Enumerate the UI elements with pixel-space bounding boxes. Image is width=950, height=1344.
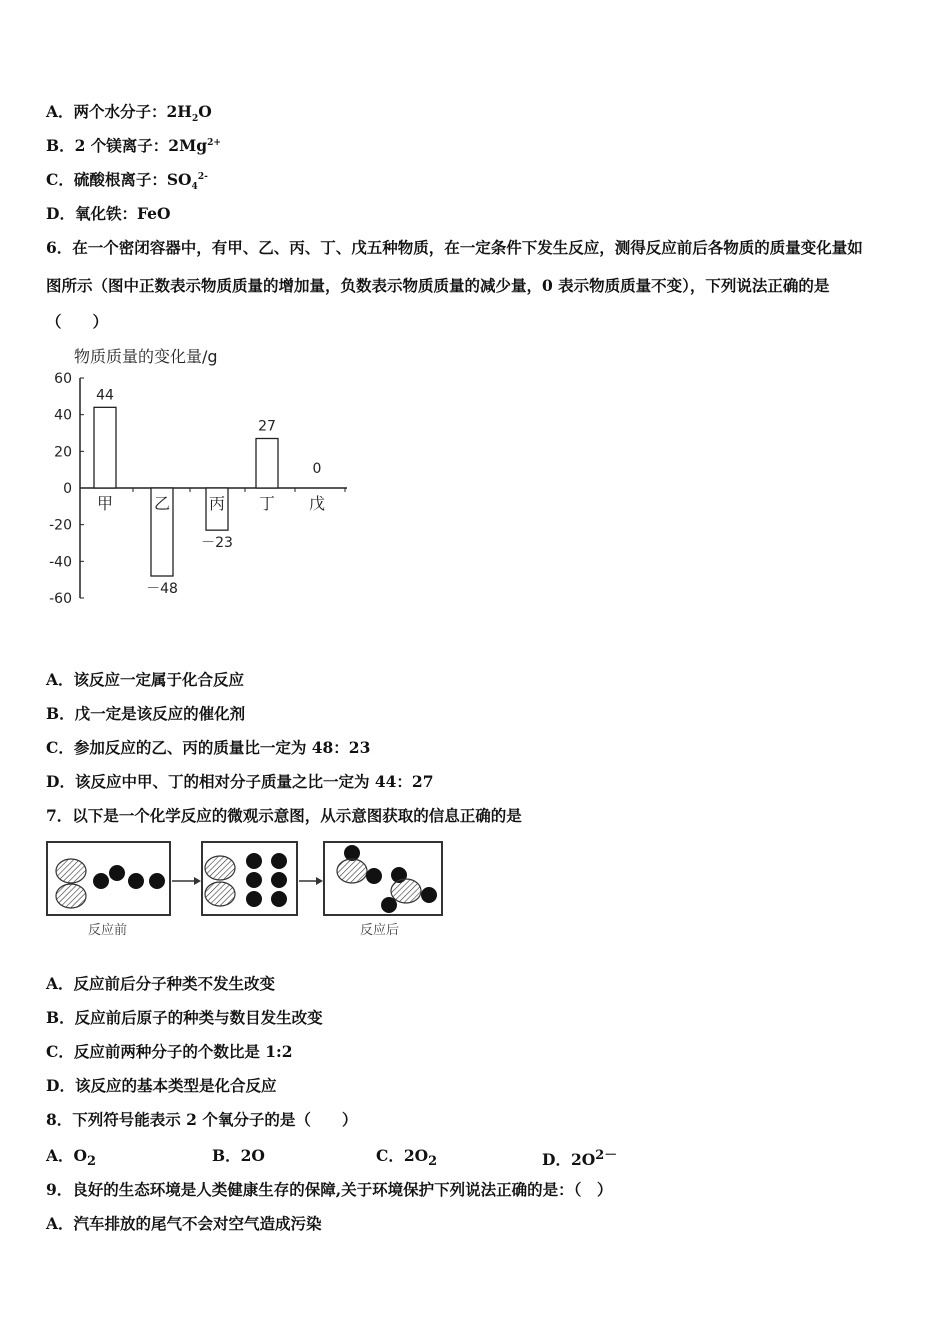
q7-option-c: C．反应前两种分子的个数比是 1:2 bbox=[46, 1042, 293, 1061]
category-label: 甲 bbox=[96, 494, 114, 513]
hatched-atom bbox=[337, 859, 367, 883]
value-label: －23 bbox=[201, 535, 233, 552]
category-label: 丁 bbox=[258, 494, 276, 513]
black-atom bbox=[421, 887, 437, 903]
label-after: 反应后 bbox=[360, 923, 400, 938]
q6-stem-line3: （ ） bbox=[46, 312, 109, 331]
black-atom bbox=[271, 853, 287, 869]
y-tick-label: 40 bbox=[54, 407, 72, 424]
q6-option-a: A．该反应一定属于化合反应 bbox=[46, 670, 245, 689]
value-label: 44 bbox=[96, 387, 114, 404]
label-before: 反应前 bbox=[88, 923, 128, 938]
category-label: 丙 bbox=[208, 494, 226, 513]
q8-option-a: A．$O_2$ bbox=[46, 1146, 97, 1170]
black-atom bbox=[381, 897, 397, 913]
hatched-atom bbox=[205, 856, 235, 880]
y-tick-label: 20 bbox=[54, 444, 72, 461]
black-atom bbox=[246, 853, 262, 869]
q7-stem: 7．以下是一个化学反应的微观示意图，从示意图获取的信息正确的是 bbox=[46, 806, 522, 825]
y-tick-label: -40 bbox=[49, 554, 72, 571]
category-label: 乙 bbox=[153, 494, 171, 513]
bar bbox=[94, 407, 116, 488]
q9-stem: 9．良好的生态环境是人类健康生存的保障,关于环境保护下列说法正确的是：（ ） bbox=[46, 1180, 613, 1199]
black-atom bbox=[109, 865, 125, 881]
black-atom bbox=[246, 891, 262, 907]
q7-option-b: B．反应前后原子的种类与数目发生改变 bbox=[46, 1008, 323, 1027]
black-atom bbox=[271, 891, 287, 907]
black-atom bbox=[93, 873, 109, 889]
q6-stem-line2: 图所示（图中正数表示物质质量的增加量，负数表示物质质量的减少量，0 表示物质质量不变），下列说法正确的是 bbox=[46, 276, 830, 295]
reaction-micro-diagram bbox=[44, 838, 454, 940]
y-tick-label: 0 bbox=[63, 481, 72, 497]
q6-option-d: D．该反应中甲、丁的相对分子质量之比一定为 44：27 bbox=[46, 772, 434, 791]
black-atom bbox=[366, 868, 382, 884]
black-atom bbox=[271, 872, 287, 888]
hatched-atom bbox=[56, 859, 86, 883]
chart-title: 物质质量的变化量/g bbox=[74, 347, 218, 366]
category-label: 戊 bbox=[308, 494, 326, 513]
q5-option-d: D．氧化铁：FeO bbox=[46, 204, 171, 223]
black-atom bbox=[128, 873, 144, 889]
black-atom bbox=[149, 873, 165, 889]
q7-option-a: A．反应前后分子种类不发生改变 bbox=[46, 974, 276, 993]
q5-option-a: A．两个水分子：$2H_2O$ bbox=[46, 102, 212, 125]
arrow-head bbox=[194, 877, 201, 885]
hatched-atom bbox=[391, 879, 421, 903]
q5-option-b: B．2 个镁离子：$2Mg^{2+}$ bbox=[46, 136, 221, 155]
q6-stem-line1: 6．在一个密闭容器中，有甲、乙、丙、丁、戊五种物质，在一定条件下发生反应，测得反应前后各物质的质量变化量如 bbox=[46, 238, 863, 257]
q6-option-b: B．戊一定是该反应的催化剂 bbox=[46, 704, 246, 723]
arrow-head bbox=[316, 877, 323, 885]
q6-option-c: C．参加反应的乙、丙的质量比一定为 48：23 bbox=[46, 738, 371, 757]
bar bbox=[256, 439, 278, 489]
q7-option-d: D．该反应的基本类型是化合反应 bbox=[46, 1076, 277, 1095]
hatched-atom bbox=[56, 884, 86, 908]
y-tick-label: -20 bbox=[49, 517, 72, 534]
q5-option-c: C．硫酸根离子：$SO_4^{2-}$ bbox=[46, 170, 208, 193]
value-label: 27 bbox=[258, 418, 276, 435]
y-tick-label: -60 bbox=[49, 591, 72, 607]
value-label: 0 bbox=[312, 461, 322, 477]
mass-change-bar-chart bbox=[40, 340, 370, 615]
q8-option-b: B．2O bbox=[212, 1146, 265, 1165]
q9-option-a: A．汽车排放的尾气不会对空气造成污染 bbox=[46, 1214, 322, 1233]
q8-option-c: C．$2O_2$ bbox=[376, 1146, 438, 1170]
black-atom bbox=[246, 872, 262, 888]
y-tick-label: 60 bbox=[54, 371, 72, 387]
value-label: －48 bbox=[146, 581, 178, 597]
q8-stem: 8．下列符号能表示 2 个氧分子的是（ ） bbox=[46, 1110, 358, 1129]
hatched-atom bbox=[205, 882, 235, 906]
q8-option-d: D．$2O^{2-}$ bbox=[542, 1148, 618, 1170]
